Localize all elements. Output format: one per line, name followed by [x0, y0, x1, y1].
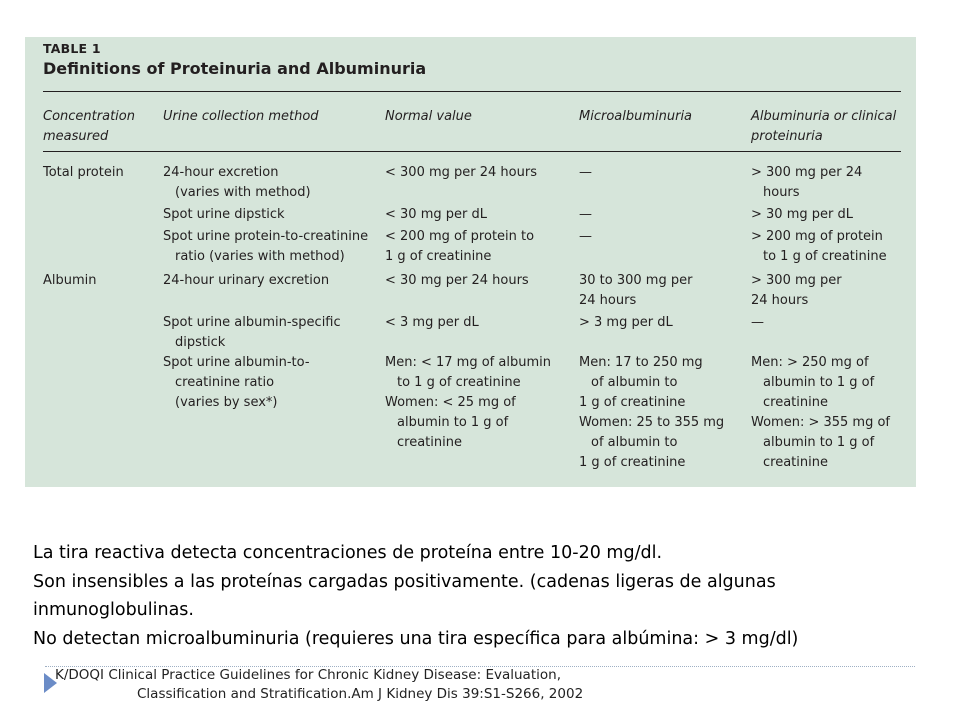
table-cell-line: albumin to 1 g of — [763, 435, 875, 450]
table-cell — [385, 227, 534, 267]
table-cell — [579, 163, 592, 183]
table-cell — [163, 313, 341, 353]
column-header-line: proteinuria — [751, 129, 823, 144]
table-cell — [163, 271, 329, 291]
table-cell — [385, 163, 537, 183]
table-cell-line: < 30 mg per 24 hours — [385, 273, 529, 288]
header-top-rule — [43, 91, 901, 92]
table-cell-line: (varies with method) — [175, 185, 311, 200]
table-label: TABLE 1 — [43, 41, 101, 56]
table-cell-line: albumin to 1 g of — [763, 375, 875, 390]
table-cell-line: of albumin to — [591, 435, 678, 450]
column-header-line: measured — [43, 129, 109, 144]
table-cell-line: Women: < 25 mg of — [385, 395, 516, 410]
table-title: Definitions of Proteinuria and Albuminuria — [43, 59, 427, 78]
table-cell-line: — — [579, 207, 592, 222]
table-cell-line: hours — [763, 185, 800, 200]
table-cell — [43, 163, 124, 183]
table-cell-line: Men: 17 to 250 mg — [579, 355, 703, 370]
table-cell-line: 24-hour urinary excretion — [163, 273, 330, 288]
table-cell — [43, 271, 97, 291]
column-header — [579, 107, 692, 127]
table-cell — [751, 271, 842, 311]
table-cell — [385, 271, 529, 291]
column-header-line: Normal value — [385, 109, 472, 124]
table-cell-line: > 200 mg of protein — [751, 229, 883, 244]
column-header-line: Urine collection method — [163, 109, 319, 124]
table-cell-line: < 30 mg per dL — [385, 207, 487, 222]
table-cell-line: Men: > 250 mg of — [751, 355, 869, 370]
table-cell-line: — — [579, 165, 592, 180]
column-header — [43, 107, 135, 147]
table-cell — [751, 227, 887, 267]
table-cell-line: 24 hours — [579, 293, 637, 308]
table-cell — [163, 227, 368, 267]
table-cell-line: > 3 mg per dL — [579, 315, 673, 330]
table-cell — [163, 163, 311, 203]
table-cell-line: creatinine — [397, 435, 462, 450]
table-cell-line: to 1 g of creatinine — [397, 375, 521, 390]
table-cell-line: > 300 mg per — [751, 273, 842, 288]
body-text — [33, 539, 928, 653]
table-cell — [385, 353, 551, 453]
table-cell-line: dipstick — [175, 335, 226, 350]
column-header — [163, 107, 319, 127]
header-bottom-rule — [43, 151, 901, 152]
table-cell-line: Spot urine albumin-to- — [163, 355, 310, 370]
table-cell-line: (varies by sex*) — [175, 395, 278, 410]
table-cell — [751, 205, 853, 225]
table-cell-line: Albumin — [43, 273, 97, 288]
table-cell-line: albumin to 1 g of — [397, 415, 509, 430]
table-cell — [163, 205, 285, 225]
table-cell-line: creatinine — [763, 395, 828, 410]
table-cell — [579, 227, 592, 247]
column-header-line: Microalbuminuria — [579, 109, 693, 124]
table-cell — [579, 313, 673, 333]
body-line: No detectan microalbuminuria (requieres una tira específica para albúmina: > 3 mg/dl) — [33, 628, 799, 649]
table-cell — [385, 205, 487, 225]
table-cell-line: Total protein — [43, 165, 124, 180]
table-cell — [751, 313, 764, 333]
table-cell-line: < 200 mg of protein to — [385, 229, 535, 244]
table-cell-line: 1 g of creatinine — [579, 395, 686, 410]
table-cell — [751, 163, 862, 203]
table-cell-line: Men: < 17 mg of albumin — [385, 355, 551, 370]
table-cell — [579, 205, 592, 225]
table-cell-line: 30 to 300 mg per — [579, 273, 693, 288]
table-cell-line: 24 hours — [751, 293, 809, 308]
table-cell-line: 1 g of creatinine — [385, 249, 492, 264]
table-panel — [25, 37, 916, 487]
citation-line-1: K/DOQI Clinical Practice Guidelines for Chronic Kidney Disease: Evaluation, — [55, 667, 561, 683]
table-cell — [163, 353, 310, 413]
table-cell-line: > 30 mg per dL — [751, 207, 853, 222]
table-cell-line: Women: > 355 mg of — [751, 415, 891, 430]
table-cell-line: of albumin to — [591, 375, 678, 390]
citation-line-2: Classification and Stratification.Am J Kidney Dis 39:S1-S266, 2002 — [137, 686, 584, 702]
table-cell — [579, 271, 692, 311]
column-header-line: Concentration — [43, 109, 135, 124]
body-line: La tira reactiva detecta concentraciones de proteína entre 10-20 mg/dl. — [33, 543, 663, 563]
table-cell-line: to 1 g of creatinine — [763, 249, 887, 264]
table-cell-line: Women: 25 to 355 mg — [579, 415, 725, 430]
table-cell — [385, 313, 479, 333]
citation — [55, 666, 583, 704]
table-cell-line: > 300 mg per 24 — [751, 165, 863, 180]
table-cell-line: — — [579, 229, 592, 244]
table-cell-line: — — [751, 315, 764, 330]
table-cell-line: ratio (varies with method) — [175, 249, 345, 264]
table-cell-line: 24-hour excretion — [163, 165, 279, 180]
table-cell — [751, 353, 890, 473]
column-header — [385, 107, 472, 127]
body-line: Son insensibles a las proteínas cargadas positivamente. (cadenas ligeras de algunas inmunoglobulinas. — [33, 571, 776, 620]
table-cell-line: < 300 mg per 24 hours — [385, 165, 537, 180]
table-cell — [579, 353, 724, 473]
table-cell-line: Spot urine protein-to-creatinine — [163, 229, 369, 244]
table-cell-line: Spot urine albumin-specific — [163, 315, 341, 330]
table-cell-line: creatinine ratio — [175, 375, 275, 390]
table-cell-line: 1 g of creatinine — [579, 455, 686, 470]
table-cell-line: < 3 mg per dL — [385, 315, 479, 330]
table-cell-line: Spot urine dipstick — [163, 207, 285, 222]
column-header — [751, 107, 896, 147]
column-header-line: Albuminuria or clinical — [751, 109, 897, 124]
table-cell-line: creatinine — [763, 455, 828, 470]
